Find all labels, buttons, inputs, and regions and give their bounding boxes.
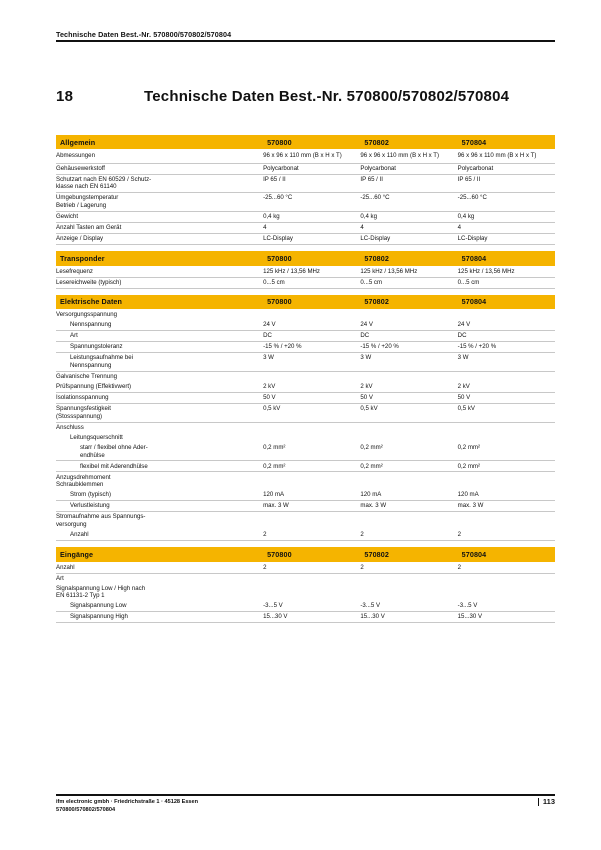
row-value-3	[458, 371, 555, 381]
row-value-3: 96 x 96 x 110 mm (B x H x T)	[457, 151, 537, 159]
running-head	[56, 30, 555, 42]
row-value-1: 0...5 cm	[263, 277, 360, 288]
row-value-3	[458, 433, 555, 443]
section-column-header-1: 570800	[263, 295, 360, 310]
spec-table-body	[56, 135, 555, 623]
row-value-1: 125 kHz / 13,56 MHz	[263, 266, 360, 277]
row-value-3: 0,2 mm²	[458, 443, 555, 461]
table-row	[56, 472, 555, 490]
row-value-2: 2 kV	[360, 382, 457, 392]
table-row	[56, 320, 555, 330]
section-title: Eingänge	[56, 547, 263, 562]
footer-text	[56, 798, 198, 814]
row-value-1: 0,5 kV	[263, 403, 360, 422]
row-value-2	[360, 573, 457, 583]
row-value-2: 4	[360, 223, 457, 234]
row-value-3: IP 65 / II	[458, 174, 555, 193]
row-value-3: -3...5 V	[458, 601, 555, 611]
table-row	[56, 501, 555, 512]
row-label: Stromaufnahme aus Spannungs- versorgung	[56, 513, 146, 529]
row-value-2: 0,2 mm²	[360, 461, 457, 472]
table-row	[56, 382, 555, 392]
row-label: Verlustleistung	[56, 501, 263, 512]
row-value-2: 50 V	[360, 392, 457, 403]
table-row	[56, 461, 555, 472]
section-title: Transponder	[56, 251, 263, 266]
row-value-2: IP 65 / II	[360, 174, 457, 193]
page-number: 113	[542, 797, 555, 806]
running-head-rule	[56, 40, 555, 42]
table-spacer	[56, 540, 555, 547]
row-value-2: -3...5 V	[360, 601, 457, 611]
page-content	[56, 30, 555, 824]
row-value-1: -25...60 °C	[263, 193, 360, 212]
row-value-1: 2 kV	[263, 382, 360, 392]
table-row	[56, 353, 555, 372]
row-value-2	[360, 422, 457, 432]
row-value-3: 2	[458, 530, 555, 540]
row-value-1	[263, 584, 360, 602]
row-value-3: 24 V	[458, 320, 555, 330]
row-label: starr / flexibel ohne Ader- endhülse	[56, 443, 263, 461]
section-title: Elektrische Daten	[56, 295, 263, 310]
row-value-2: DC	[360, 331, 457, 342]
page-title	[56, 88, 555, 105]
table-row	[56, 234, 555, 245]
footer-line-1: ifm electronic gmbh · Friedrichstraße 1 · 45128 Essen	[56, 799, 199, 805]
table-row	[56, 310, 555, 320]
row-value-1	[263, 310, 360, 320]
row-value-2: 0...5 cm	[360, 277, 457, 288]
row-value-2: LC-Display	[360, 234, 457, 245]
table-row	[56, 163, 555, 174]
table-row	[56, 584, 555, 602]
table-row	[56, 530, 555, 540]
table-row	[56, 422, 555, 432]
row-label: Schutzart nach EN 60529 / Schutz- klasse nach EN 61140	[56, 174, 263, 193]
row-value-2: 0,5 kV	[360, 403, 457, 422]
row-label: Spannungsfestigkeit (Stossspannung)	[56, 403, 263, 422]
row-value-1: 3 W	[263, 353, 360, 372]
row-label: Anzahl	[56, 530, 263, 540]
row-value-2: max. 3 W	[360, 501, 457, 512]
section-column-header-1: 570800	[263, 251, 360, 266]
table-row	[56, 403, 555, 422]
row-value-2: Polycarbonat	[360, 163, 457, 174]
row-value-3: 125 kHz / 13,56 MHz	[458, 266, 555, 277]
section-title: Allgemein	[56, 135, 263, 150]
row-value-3	[458, 422, 555, 432]
table-row	[56, 433, 555, 443]
row-value-3: LC-Display	[458, 234, 555, 245]
row-value-2: 96 x 96 x 110 mm (B x H x T)	[360, 151, 440, 159]
table-spacer	[56, 245, 555, 252]
row-value-2	[360, 371, 457, 381]
row-label: Gewicht	[56, 212, 263, 223]
row-value-2: -25...60 °C	[360, 193, 457, 212]
row-value-1	[263, 433, 360, 443]
row-value-2: 0,2 mm²	[360, 443, 457, 461]
table-row	[56, 392, 555, 403]
row-value-2: 120 mA	[360, 490, 457, 500]
table-row	[56, 490, 555, 500]
row-value-2: 2	[360, 530, 457, 540]
row-value-3: 50 V	[458, 392, 555, 403]
table-row	[56, 150, 555, 160]
row-label: Spannungstoleranz	[56, 342, 263, 353]
table-row	[56, 443, 555, 461]
row-label: Lesefrequenz	[56, 266, 263, 277]
row-value-2: 24 V	[360, 320, 457, 330]
section-column-header-2: 570802	[360, 295, 457, 310]
table-row	[56, 174, 555, 193]
row-value-3: 4	[458, 223, 555, 234]
row-value-3: 0,2 mm²	[458, 461, 555, 472]
row-value-2: 15...30 V	[360, 612, 457, 623]
table-row	[56, 266, 555, 277]
row-label: Strom (typisch)	[56, 490, 263, 500]
spec-table	[56, 135, 555, 623]
row-value-1: IP 65 / II	[263, 174, 360, 193]
row-label: Versorgungsspannung	[56, 311, 117, 319]
row-value-2: 2	[360, 562, 457, 573]
footer-line-2: 570800/570802/570804	[56, 807, 116, 814]
row-value-2: 3 W	[360, 353, 457, 372]
row-value-3: -25...60 °C	[458, 193, 555, 212]
row-label: Leistungsaufnahme bei Nennspannung	[56, 353, 263, 372]
table-row	[56, 562, 555, 573]
row-label: Signalspannung Low / High nach EN 61131-2 Typ 1	[56, 584, 146, 600]
row-value-2	[360, 584, 457, 602]
table-row	[56, 371, 555, 381]
row-label: Gehäusewerkstoff	[56, 163, 263, 174]
row-value-1: 0,4 kg	[263, 212, 360, 223]
row-label: Anzeige / Display	[56, 234, 263, 245]
row-label: Lesereichweite (typisch)	[56, 277, 263, 288]
row-value-1	[263, 512, 360, 530]
row-value-3	[458, 512, 555, 530]
row-value-3: 120 mA	[458, 490, 555, 500]
running-head-text: Technische Daten Best.-Nr. 570800/570802/570804	[56, 30, 232, 39]
row-value-1	[263, 371, 360, 381]
row-value-3	[458, 573, 555, 583]
section-header-row	[56, 295, 555, 310]
row-value-1: DC	[263, 331, 360, 342]
section-column-header-2: 570802	[360, 135, 457, 150]
footer-page-number	[538, 797, 556, 806]
row-value-3: max. 3 W	[458, 501, 555, 512]
row-label: Anzugsdrehmoment Schraubklemmen	[56, 473, 111, 489]
table-row	[56, 573, 555, 583]
row-value-1: 24 V	[263, 320, 360, 330]
section-column-header-3: 570804	[458, 295, 555, 310]
section-header-row	[56, 135, 555, 150]
section-column-header-3: 570804	[458, 547, 555, 562]
row-value-3: DC	[458, 331, 555, 342]
row-value-1: 2	[263, 562, 360, 573]
row-value-3: 0,5 kV	[458, 403, 555, 422]
page-footer	[56, 794, 555, 824]
row-value-1	[263, 472, 360, 490]
row-value-1: max. 3 W	[263, 501, 360, 512]
section-column-header-2: 570802	[360, 251, 457, 266]
table-spacer	[56, 288, 555, 295]
chapter-title: Technische Daten Best.-Nr. 570800/570802/570804	[144, 88, 510, 105]
row-value-2: 0,4 kg	[360, 212, 457, 223]
row-value-2: -15 % / +20 %	[360, 342, 457, 353]
section-column-header-1: 570800	[263, 547, 360, 562]
row-value-1: LC-Display	[263, 234, 360, 245]
row-value-2	[360, 512, 457, 530]
row-label: Art	[56, 574, 64, 582]
row-label: flexibel mit Aderendhülse	[56, 461, 263, 472]
row-label: Isolationsspannung	[56, 392, 263, 403]
section-column-header-3: 570804	[458, 251, 555, 266]
row-value-1: 0,2 mm²	[263, 461, 360, 472]
row-value-3	[458, 310, 555, 320]
table-row	[56, 331, 555, 342]
row-label: Art	[56, 331, 263, 342]
table-row	[56, 212, 555, 223]
section-column-header-1: 570800	[263, 135, 360, 150]
row-value-1	[263, 573, 360, 583]
row-value-1: 2	[263, 530, 360, 540]
row-value-2	[360, 310, 457, 320]
row-label: Anschluss	[56, 423, 84, 431]
row-value-3: 2	[458, 562, 555, 573]
row-value-1: -3...5 V	[263, 601, 360, 611]
row-value-1: -15 % / +20 %	[263, 342, 360, 353]
row-value-3: 15...30 V	[458, 612, 555, 623]
section-column-header-3: 570804	[458, 135, 555, 150]
section-header-row	[56, 251, 555, 266]
row-value-1: 15...30 V	[263, 612, 360, 623]
row-value-1: 4	[263, 223, 360, 234]
row-label: Anzahl	[56, 562, 263, 573]
row-label: Prüfspannung (Effektivwert)	[56, 382, 263, 392]
row-value-3	[458, 584, 555, 602]
row-value-2: 125 kHz / 13,56 MHz	[360, 266, 457, 277]
row-value-1: 0,2 mm²	[263, 443, 360, 461]
row-label: Signalspannung High	[56, 612, 263, 623]
table-row	[56, 612, 555, 623]
row-label: Galvanische Trennung	[56, 373, 117, 381]
row-value-3	[458, 472, 555, 490]
table-row	[56, 277, 555, 288]
section-column-header-2: 570802	[360, 547, 457, 562]
row-value-1: 50 V	[263, 392, 360, 403]
row-label: Signalspannung Low	[56, 601, 263, 611]
chapter-number: 18	[56, 88, 74, 105]
section-header-row	[56, 547, 555, 562]
table-row	[56, 512, 555, 530]
row-value-3: 0,4 kg	[458, 212, 555, 223]
table-row	[56, 223, 555, 234]
table-row	[56, 601, 555, 611]
row-value-3: 0...5 cm	[458, 277, 555, 288]
table-row	[56, 342, 555, 353]
row-value-3: 2 kV	[458, 382, 555, 392]
row-value-3: Polycarbonat	[458, 163, 555, 174]
row-label: Anzahl Tasten am Gerät	[56, 223, 263, 234]
row-value-3: 3 W	[458, 353, 555, 372]
table-row	[56, 193, 555, 212]
row-label: Abmessungen	[56, 151, 95, 159]
row-label: Nennspannung	[56, 320, 263, 330]
row-value-1: 120 mA	[263, 490, 360, 500]
row-value-2	[360, 472, 457, 490]
row-value-2	[360, 433, 457, 443]
row-label: Umgebungstemperatur Betrieb / Lagerung	[56, 193, 263, 212]
footer-rule	[56, 794, 555, 796]
row-value-1: 96 x 96 x 110 mm (B x H x T)	[263, 151, 342, 159]
row-label: Leitungsquerschnitt	[70, 433, 123, 441]
row-value-1	[263, 422, 360, 432]
footer-bar-icon	[538, 798, 539, 806]
row-value-3: -15 % / +20 %	[458, 342, 555, 353]
row-value-1: Polycarbonat	[263, 163, 360, 174]
